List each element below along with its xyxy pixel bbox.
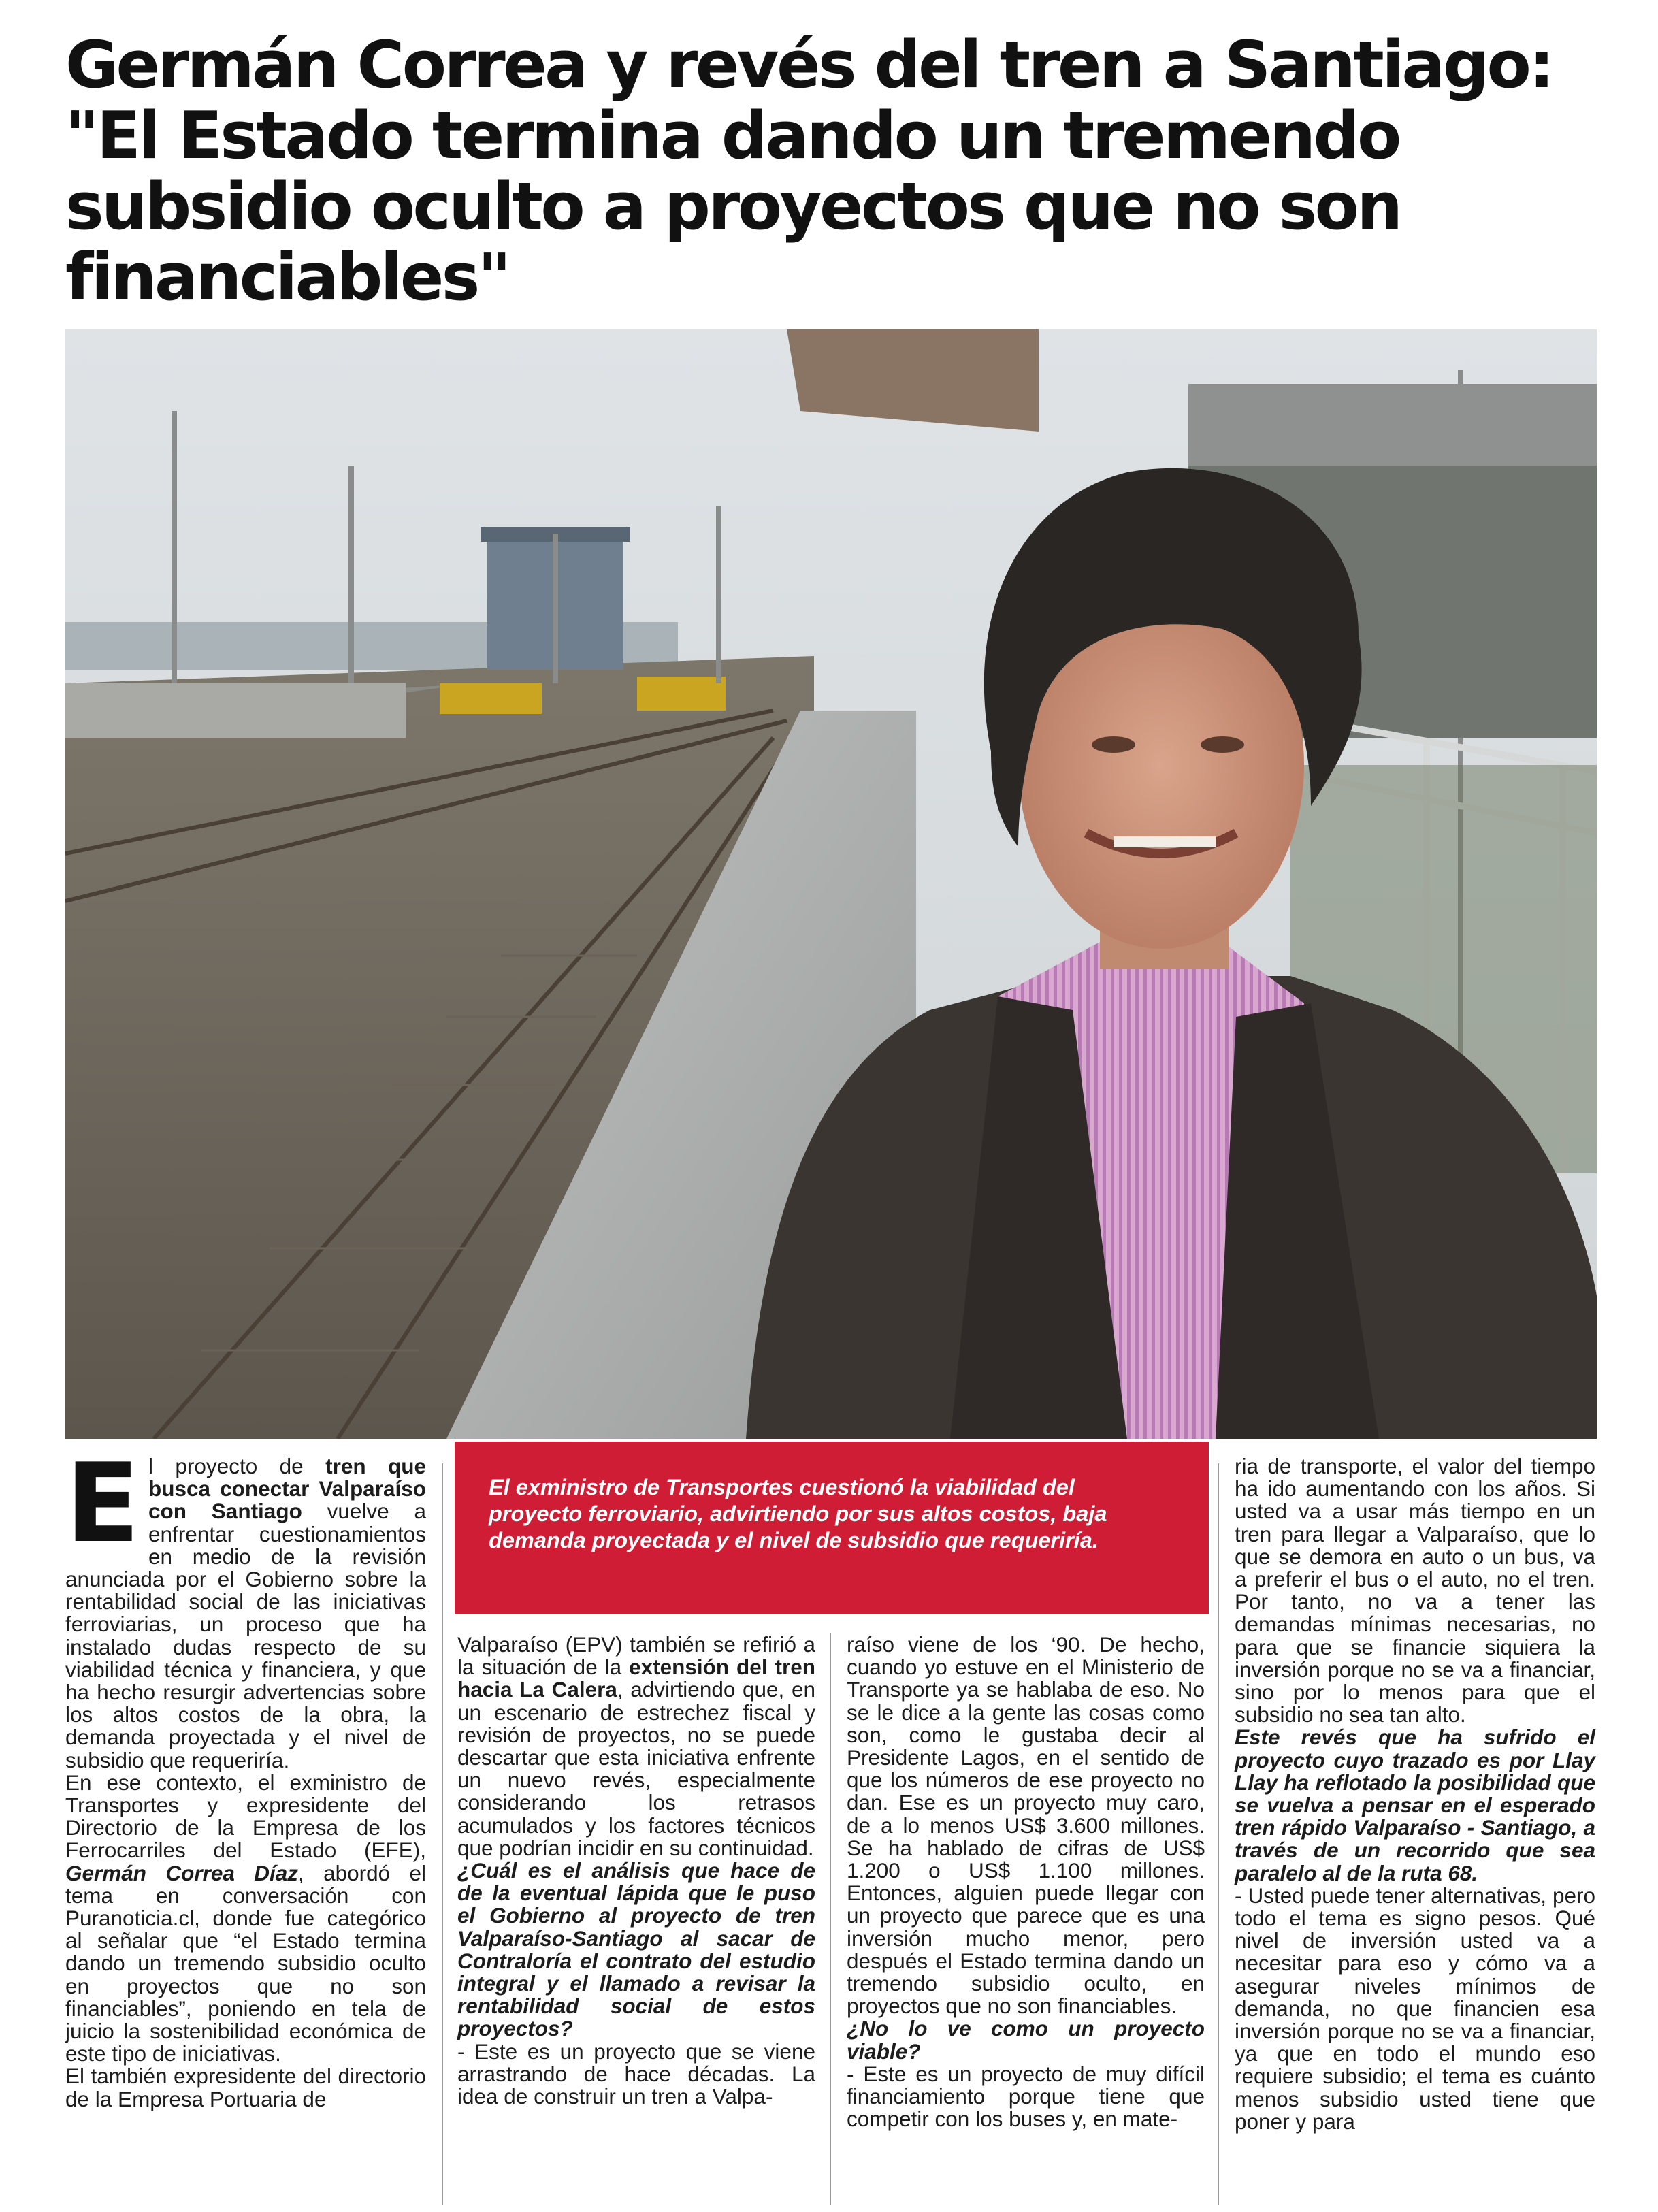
interview-answer: raíso viene de los ‘90. De hecho, cuando yo estuve en el Ministerio de Transporte ya se hablaba de eso. No se le dice a la gente las cosas como son, como le gustaba decir al Presidente Lagos, en el sentido de que los números de ese proyecto no dan. Ese es un proyecto muy caro, de a lo menos US$ 3.600 millones. Se ha hablado de cifras de US$ 1.200 o US$ 1.100 millones. Entonces, alguien puede llegar con un proyecto que parece que es una inversión mucho menor, pero después el Estado termina dando un tremendo subsidio oculto, en proyectos que no son financiables.	[847, 1632, 1205, 2019]
article-column-1	[65, 1440, 426, 2111]
paragraph: Valparaíso (EPV) también se refirió a la situación de la extensión del tren hacia La Calera, advirtiendo que, en un escenario de estrechez fiscal y revisión de proyectos, no se puede descartar que esta iniciativa enfrente un nuevo revés, especialmente considerando los retrasos acumulados y los factores técnicos que podrían incidir en su continuidad.	[457, 1632, 815, 1860]
interview-question: Este revés que ha sufrido el proyecto cuyo trazado es por Llay Llay ha reflotado la posibilidad que se vuelva a pensar en el esperado tren rápido Valparaíso - Santiago, a través de un recorrido que sea paralelo al de la ruta 68.	[1235, 1725, 1595, 1885]
interview-question: ¿No lo ve como un proyecto viable?	[847, 2016, 1205, 2064]
article-column-4	[1235, 1455, 1595, 2133]
lead-paragraph: El proyecto de tren que busca conectar Valparaíso con Santiago vuelve a enfrentar cuestionamientos en medio de la revisión anunciada por el Gobierno sobre la rentabilidad social de las iniciativas ferroviarias, un proceso que ha instalado dudas respecto de su viabilidad técnica y financiera, y que ha hecho resurgir advertencias sobre los altos costos de la obra, la demanda proyectada y el nivel de subsidio que requeriría.	[65, 1440, 426, 1772]
article-column-3	[847, 1633, 1205, 2130]
article-column-2	[457, 1633, 815, 2108]
column-divider	[830, 1633, 831, 2205]
highlight-callout: El exministro de Transportes cuestionó la viabilidad del proyecto ferroviario, advirtiendo por sus altos costos, baja demanda proyectada y el nivel de subsidio que requeriría.	[455, 1442, 1209, 1614]
interview-answer: ria de transporte, el valor del tiempo ha ido aumentando con los años. Si usted va a usar más tiempo en un tren para llegar a Valparaíso, que lo que se demora en auto o un bus, va a preferir el bus o el auto, no el tren. Por tanto, no va a tener las demandas mínimas necesarias, no para que se financie siquiera la inversión porque no se va a financiar, sino por lo menos para que el subsidio no sea tan alto.	[1235, 1454, 1595, 1727]
photo-german-correa-at-station	[65, 329, 1597, 1439]
interview-answer: - Este es un proyecto de muy difícil financiamiento porque tiene que competir con los buses y, en mate-	[847, 2061, 1205, 2132]
paragraph: En ese contexto, el exministro de Transportes y expresidente del Directorio de la Empresa de los Ferrocarriles del Estado (EFE), Germán Correa Díaz, abordó el tema en conversación con Puranoticia.cl, donde fue categórico al señalar que “el Estado termina dando un tremendo subsidio oculto en proyectos que no son financiables”, poniendo en tela de juicio la sostenibilidad económica de este tipo de iniciativas.	[65, 1770, 426, 2066]
drop-cap: E	[65, 1440, 140, 1567]
interview-question: ¿Cuál es el análisis que hace de de la eventual lápida que le puso el Gobierno al proyecto de tren Valparaíso-Santiago al sacar de Contraloría el contrato del estudio integral y el llamado a revisar la rentabilidad social de estos proyectos?	[457, 1858, 815, 2041]
interview-answer: - Este es un proyecto que se viene arrastrando de hace décadas. La idea de construir un tren a Valpa-	[457, 2038, 815, 2109]
column-divider	[1218, 1463, 1219, 2205]
headline: Germán Correa y revés del tren a Santiago: "El Estado termina dando un tremendo subsidio oculto a proyectos que no son financiables"	[65, 28, 1553, 315]
paragraph: El también expresidente del directorio de la Empresa Portuaria de	[65, 2064, 426, 2111]
interview-answer: - Usted puede tener alternativas, pero todo el tema es signo pesos. Qué nivel de inversión usted va a necesitar para eso y cómo va a asegurar niveles mínimos de demanda, no que financien esa inversión porque no se va a financiar, ya que en todo el mundo eso requiere subsidio; el tema es cuánto menos subsidio usted tiene que poner y para	[1235, 1883, 1595, 2134]
column-divider	[442, 1463, 443, 2205]
